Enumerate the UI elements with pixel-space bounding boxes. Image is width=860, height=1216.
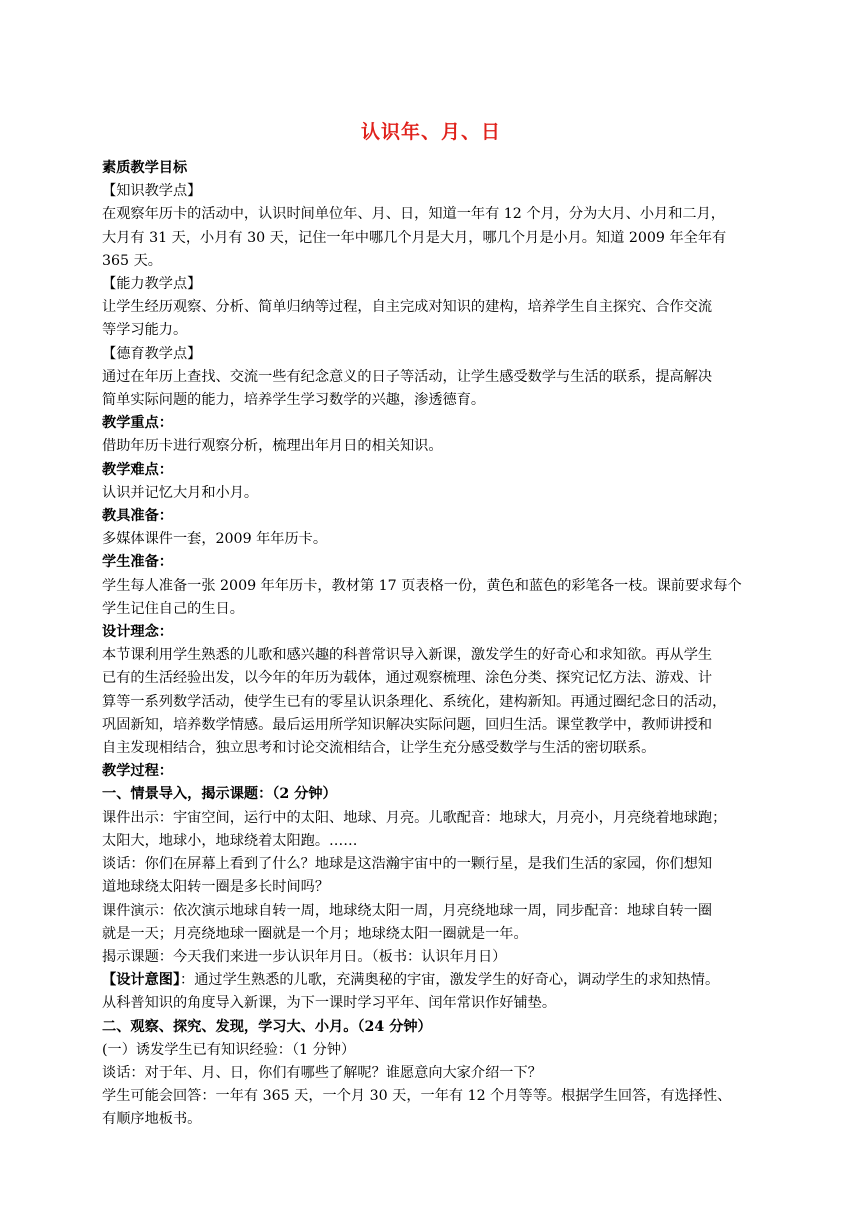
concept-line: 已有的生活经验出发，以今年的年历为载体，通过观察梳理、涂色分类、探究记忆方法、游戏、计	[102, 670, 713, 687]
section1-heading: 一、情景导入，揭示课题：（2 分钟）	[102, 786, 337, 803]
section2-line: 学生可能会回答：一年有 365 天，一个月 30 天，一年有 12 个月等等。根据学生回答，有选择性、	[102, 1088, 732, 1105]
difficulty-line: 认识并记忆大月和小月。	[102, 484, 259, 501]
knowledge-heading: 【知识教学点】	[102, 183, 202, 200]
concept-line: 自主发现相结合，独立思考和讨论交流相结合，让学生充分感受数学与生活的密切联系。	[102, 740, 656, 757]
concept-line: 巩固新知，培养数学情感。最后运用所学知识解决实际问题，回归生活。课堂教学中，教师讲授和	[102, 716, 713, 733]
design-intent-text: ：通过学生熟悉的儿歌，充满奥秘的宇宙，激发学生的好奇心，调动学生的求知热情。	[180, 972, 720, 989]
goals-heading: 素质教学目标	[102, 160, 188, 176]
section2-line: (一）诱发学生已有知识经验：（1 分钟）	[102, 1041, 356, 1058]
section2-line: 谈话：对于年、月、日，你们有哪些了解呢？谁愿意向大家介绍一下？	[102, 1064, 542, 1081]
student-prep-heading: 学生准备：	[102, 554, 173, 571]
student-prep-line: 学生记住自己的生日。	[102, 600, 244, 617]
key-point-line: 借助年历卡进行观察分析，梳理出年月日的相关知识。	[102, 438, 443, 455]
ability-heading: 【能力教学点】	[102, 276, 202, 293]
section2-heading: 二、观察、探究、发现，学习大、小月。（24 分钟）	[102, 1018, 432, 1035]
section2-line: 有顺序地板书。	[102, 1111, 202, 1128]
ability-line: 等学习能力。	[102, 322, 188, 339]
student-prep-line: 学生每人准备一张 2009 年年历卡，教材第 17 页表格一份，黄色和蓝色的彩笔各一枝。课前要求每个	[102, 577, 742, 594]
section1-line: 揭示课题：今天我们来进一步认识年月日。（板书：认识年月日）	[102, 948, 507, 965]
tools-line: 多媒体课件一套，2009 年年历卡。	[102, 531, 328, 548]
design-intent-line	[102, 969, 760, 992]
tools-heading: 教具准备：	[102, 508, 173, 525]
concept-line: 本节课利用学生熟悉的儿歌和感兴趣的科普常识导入新课，激发学生的好奇心和求知欲。再从学生	[102, 647, 713, 664]
knowledge-line: 365 天。	[102, 252, 162, 269]
section1-line: 课件演示：依次演示地球自转一周，地球绕太阳一周，月亮绕地球一周，同步配音：地球自转一圈	[102, 902, 713, 919]
section1-line: 道地球绕太阳转一圈是多长时间吗？	[102, 879, 330, 896]
design-intent-label: 【设计意图】	[102, 972, 181, 989]
concept-heading: 设计理念：	[102, 624, 173, 641]
moral-heading: 【德育教学点】	[102, 345, 202, 362]
design-intent-line: 从科普知识的角度导入新课，为下一课时学习平年、闰年常识作好铺垫。	[102, 995, 557, 1012]
document-page	[102, 112, 760, 1132]
knowledge-line: 在观察年历卡的活动中，认识时间单位年、月、日，知道一年有 12 个月，分为大月、小月和二月，	[102, 206, 725, 223]
moral-line: 通过在年历上查找、交流一些有纪念意义的日子等活动，让学生感受数学与生活的联系，提高解决	[102, 368, 713, 385]
moral-line: 简单实际问题的能力，培养学生学习数学的兴趣，渗透德育。	[102, 392, 486, 409]
section1-line: 谈话：你们在屏幕上看到了什么？地球是这浩瀚宇宙中的一颗行星，是我们生活的家园，你们想知	[102, 856, 713, 873]
difficulty-heading: 教学难点：	[102, 461, 173, 478]
section1-line: 就是一天；月亮绕地球一圈就是一个月；地球绕太阳一圈就是一年。	[102, 925, 528, 942]
concept-line: 算等一系列数学活动，使学生已有的零星认识条理化、系统化，建构新知。再通过圈纪念日的活动，	[102, 693, 727, 710]
process-heading: 教学过程：	[102, 763, 173, 780]
section1-line: 太阳大，地球小，地球绕着太阳跑。……	[102, 832, 358, 849]
ability-line: 让学生经历观察、分析、简单归纳等过程，自主完成对知识的建构，培养学生自主探究、合作交流	[102, 299, 713, 316]
document-title: 认识年、月、日	[360, 121, 501, 143]
knowledge-line: 大月有 31 天，小月有 30 天，记住一年中哪几个月是大月，哪几个月是小月。知道 2009 年全年有	[102, 229, 727, 246]
section1-line: 课件出示：宇宙空间，运行中的太阳、地球、月亮。儿歌配音：地球大，月亮小，月亮绕着地球跑；	[102, 809, 727, 826]
key-point-heading: 教学重点：	[102, 415, 173, 432]
